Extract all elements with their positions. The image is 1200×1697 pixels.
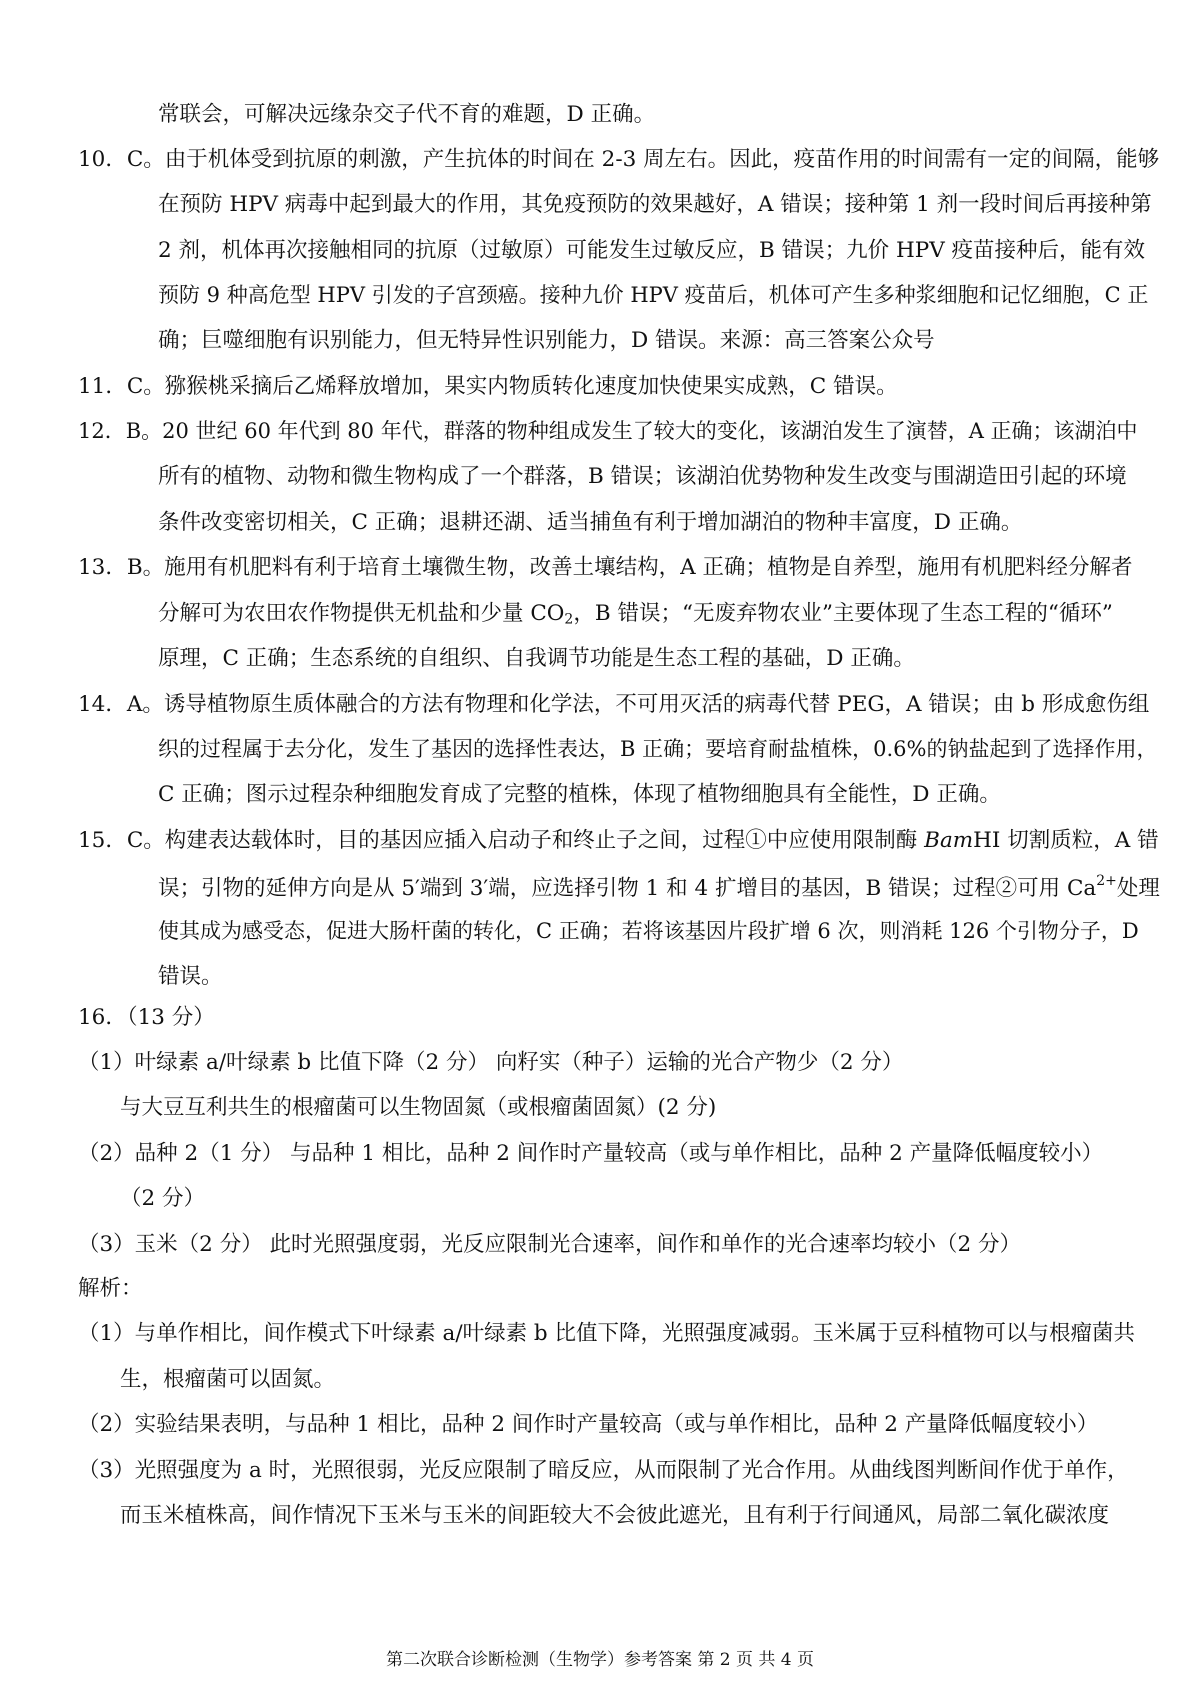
text-line: 14．A。诱导植物原生质体融合的方法有物理和化学法，不可用灭活的病毒代替 PEG，A 错误；由 b 形成愈伤组: [78, 692, 1150, 717]
text-line: 13．B。施用有机肥料有利于培育土壤微生物，改善土壤结构，A 正确；植物是自养型，施用有机肥料经分解者: [78, 555, 1133, 580]
text-segment: 15．C。构建表达载体时，目的基因应插入启动子和终止子之间，过程①中应使用限制酶: [78, 828, 925, 853]
text-line: （1）叶绿素 a/叶绿素 b 比值下降（2 分） 向籽实（种子）运输的光合产物少（2 分）: [78, 1050, 904, 1075]
text-line: 解析：: [78, 1276, 143, 1301]
text-line: 16．（13 分）: [78, 1005, 215, 1030]
text-line: 常联会，可解决远缘杂交子代不育的难题，D 正确。: [158, 102, 656, 127]
text-line: （3）光照强度为 a 时，光照很弱，光反应限制了暗反应，从而限制了光合作用。从曲线图判断间作优于单作，: [78, 1458, 1129, 1483]
text-line: 预防 9 种高危型 HPV 引发的子宫颈癌。接种九价 HPV 疫苗后，机体可产生多种浆细胞和记忆细胞，C 正: [158, 283, 1149, 307]
text-line: 12．B。20 世纪 60 年代到 80 年代，群落的物种组成发生了较大的变化，该湖泊发生了演替，A 正确；该湖泊中: [78, 419, 1138, 443]
text-line: （1）与单作相比，间作模式下叶绿素 a/叶绿素 b 比值下降，光照强度减弱。玉米属于豆科植物可以与根瘤菌共: [78, 1321, 1136, 1346]
text-line: （3）玉米（2 分） 此时光照强度弱，光反应限制光合速率，间作和单作的光合速率均较小（2 分）: [78, 1232, 1022, 1257]
text-line: [158, 875, 1160, 899]
text-line: （2）品种 2（1 分） 与品种 1 相比，品种 2 间作时产量较高（或与单作相比，品种 2 产量降低幅度较小）: [78, 1141, 1104, 1166]
text-line: 使其成为感受态，促进大肠杆菌的转化，C 正确；若将该基因片段扩增 6 次，则消耗 126 个引物分子，D: [158, 919, 1139, 943]
text-line: C 正确；图示过程杂种细胞发育成了完整的植株，体现了植物细胞具有全能性，D 正确。: [158, 782, 1001, 807]
text-segment: HI 切割质粒，A 错: [973, 828, 1159, 853]
text-segment: 2: [564, 611, 574, 628]
text-line: [78, 830, 1159, 852]
text-segment: Bam: [924, 828, 974, 853]
text-line: 2 剂，机体再次接触相同的抗原（过敏原）可能发生过敏反应，B 错误；九价 HPV 疫苗接种后，能有效: [158, 238, 1146, 263]
text-line: 10．C。由于机体受到抗原的刺激，产生抗体的时间在 2-3 周左右。因此，疫苗作用的时间需有一定的间隔，能够: [78, 147, 1160, 172]
text-segment: 2+: [1096, 873, 1117, 889]
text-segment: 误；引物的延伸方向是从 5′端到 3′端，应选择引物 1 和 4 扩增目的基因，B 错误；过程②可用 Ca: [158, 875, 1097, 901]
text-line: 与大豆互利共生的根瘤菌可以生物固氮（或根瘤菌固氮）(2 分): [120, 1095, 717, 1120]
text-line: 而玉米植株高，间作情况下玉米与玉米的间距较大不会彼此遮光，且有利于行间通风，局部二氧化碳浓度: [120, 1503, 1110, 1528]
text-line: 确；巨噬细胞有识别能力，但无特异性识别能力，D 错误。来源：高三答案公众号: [158, 328, 935, 353]
text-line: （2 分）: [120, 1186, 206, 1211]
text-line: 生，根瘤菌可以固氮。: [120, 1367, 336, 1392]
text-line: （2）实验结果表明，与品种 1 相比，品种 2 间作时产量较高（或与单作相比，品种 2 产量降低幅度较小）: [78, 1412, 1099, 1437]
text-line: 原理，C 正确；生态系统的自组织、自我调节功能是生态工程的基础，D 正确。: [158, 646, 915, 671]
text-line: 所有的植物、动物和微生物构成了一个群落，B 错误；该湖泊优势物种发生改变与围湖造田引起的环境: [158, 464, 1127, 489]
text-line: 11．C。猕猴桃采摘后乙烯释放增加，果实内物质转化速度加快使果实成熟，C 错误。: [78, 374, 898, 399]
text-line: 在预防 HPV 病毒中起到最大的作用，其免疫预防的效果越好，A 错误；接种第 1 剂一段时间后再接种第: [158, 192, 1152, 217]
text-line: 织的过程属于去分化，发生了基因的选择性表达，B 正确；要培育耐盐植株，0.6%的钠盐起到了选择作用，: [158, 737, 1158, 761]
page-footer: 第二次联合诊断检测（生物学）参考答案 第 2 页 共 4 页: [385, 1650, 815, 1670]
text-line: [158, 603, 1113, 627]
text-segment: 处理: [1116, 875, 1160, 901]
text-segment: ，B 错误；“无废弃物农业”主要体现了生态工程的“循环”: [573, 601, 1113, 626]
text-line: 条件改变密切相关，C 正确；退耕还湖、适当捕鱼有利于增加湖泊的物种丰富度，D 正确。: [158, 510, 1023, 535]
text-line: 错误。: [158, 964, 223, 989]
text-segment: 分解可为农田农作物提供无机盐和少量 CO: [158, 601, 565, 626]
